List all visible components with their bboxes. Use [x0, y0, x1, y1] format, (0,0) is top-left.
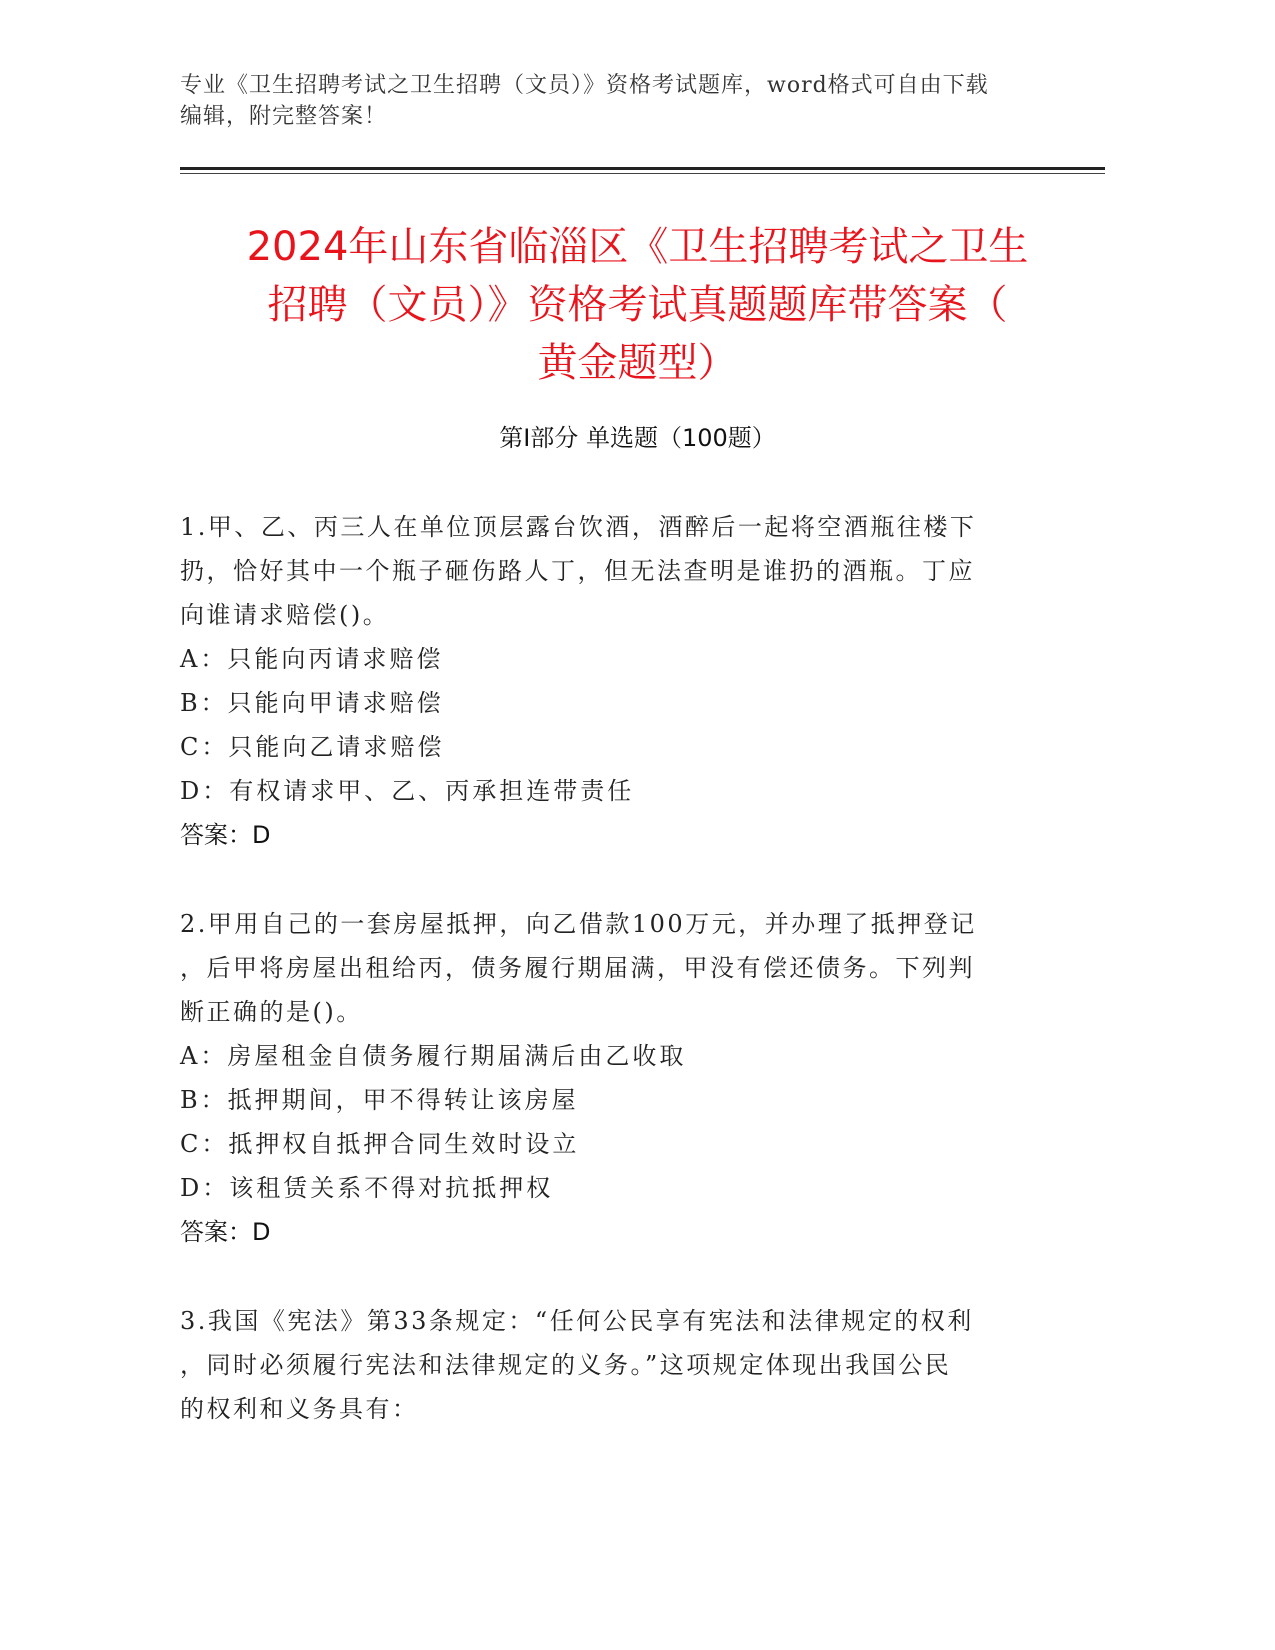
option-a: A：只能向丙请求赔偿	[180, 645, 444, 673]
option-a: A：房屋租金自债务履行期届满后由乙收取	[180, 1042, 687, 1070]
header-note-line: 编辑，附完整答案！	[180, 104, 388, 129]
option-b: B：抵押期间，甲不得转让该房屋	[180, 1086, 579, 1114]
question-stem-line: 扔，恰好其中一个瓶子砸伤路人丁，但无法查明是谁扔的酒瓶。丁应	[180, 557, 975, 585]
question-stem	[180, 902, 1040, 1034]
question-stem-line: 向谁请求赔偿()。	[180, 601, 390, 629]
question-stem-line: 3.我国《宪法》第33条规定：“任何公民享有宪法和法律规定的权利	[180, 1307, 974, 1335]
question-3	[180, 1299, 1040, 1431]
question-stem-line: 的权利和义务具有：	[180, 1395, 419, 1423]
answer-line: 答案：D	[180, 1218, 271, 1246]
question-stem-line: 1.甲、乙、丙三人在单位顶层露台饮酒，酒醉后一起将空酒瓶往楼下	[180, 513, 977, 541]
option-b: B：只能向甲请求赔偿	[180, 689, 444, 717]
question-list	[180, 505, 1040, 1476]
header-divider-thick	[180, 167, 1105, 170]
question-stem	[180, 505, 1040, 637]
header-note	[180, 70, 1040, 132]
question-stem-line: ，同时必须履行宪法和法律规定的义务。”这项规定体现出我国公民	[180, 1351, 952, 1379]
question-stem-line: 2.甲用自己的一套房屋抵押，向乙借款100万元，并办理了抵押登记	[180, 910, 977, 938]
question-1	[180, 505, 1040, 857]
question-2	[180, 902, 1040, 1254]
document-title-line: 2024年山东省临淄区《卫生招聘考试之卫生	[246, 224, 1029, 270]
option-c: C：只能向乙请求赔偿	[180, 733, 445, 761]
document-title-line: 招聘（文员）》资格考试真题题库带答案（	[267, 282, 1008, 328]
answer-line: 答案：D	[180, 821, 271, 849]
question-stem-line: ，后甲将房屋出租给丙，债务履行期届满，甲没有偿还债务。下列判	[180, 954, 975, 982]
option-d: D：该租赁关系不得对抗抵押权	[180, 1174, 554, 1202]
question-options	[180, 1034, 1040, 1210]
option-d: D：有权请求甲、乙、丙承担连带责任	[180, 777, 635, 805]
question-options	[180, 637, 1040, 813]
option-c: C：抵押权自抵押合同生效时设立	[180, 1130, 580, 1158]
header-note-line: 专业《卫生招聘考试之卫生招聘（文员）》资格考试题库，word格式可自由下载	[180, 73, 989, 98]
document-title-line: 黄金题型）	[537, 340, 738, 386]
section-heading: 第Ⅰ部分 单选题（100题）	[499, 424, 776, 452]
question-stem	[180, 1299, 1040, 1431]
document-title	[150, 218, 1125, 392]
header-divider-thin	[180, 173, 1105, 174]
question-stem-line: 断正确的是()。	[180, 998, 363, 1026]
